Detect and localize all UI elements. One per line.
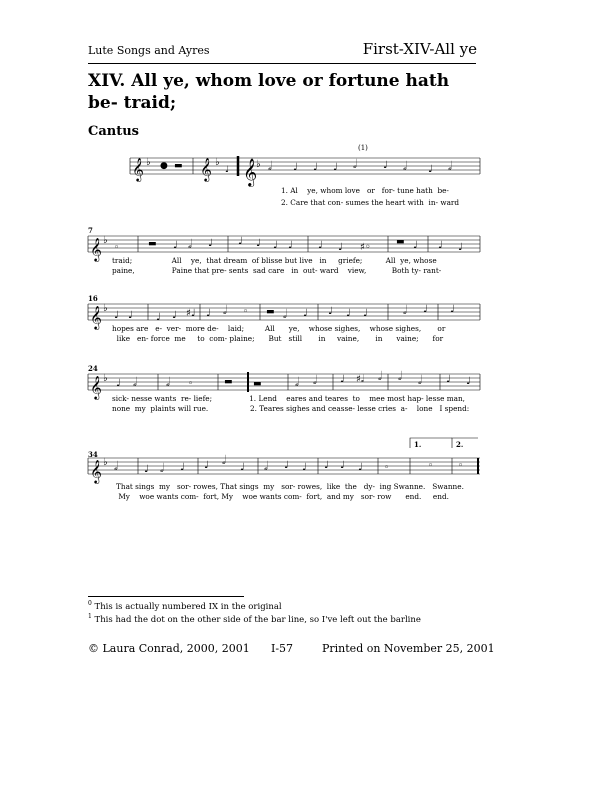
music-system-2 <box>88 226 480 282</box>
svg-text:♩: ♩ <box>446 374 451 385</box>
svg-text:𝅗𝅥: 𝅗𝅥 <box>160 461 164 475</box>
svg-text:♩: ♩ <box>438 240 443 251</box>
svg-text:𝅗𝅥: 𝅗𝅥 <box>295 375 299 389</box>
svg-text:𝄞: 𝄞 <box>132 157 144 181</box>
measure-number: 34 <box>88 450 98 459</box>
lyric-verse-2: none my plaints will rue. 2. Teares sighes and ceasse- lesse cries a- lone I spend: <box>112 404 470 413</box>
svg-text:♩: ♩ <box>338 242 343 253</box>
svg-text:♩: ♩ <box>256 238 261 249</box>
svg-text:♩: ♩ <box>413 240 418 251</box>
svg-text:♭: ♭ <box>103 457 108 468</box>
page-number: I-57 <box>271 642 294 655</box>
svg-text:𝅗𝅥: 𝅗𝅥 <box>264 459 268 473</box>
svg-text:♩: ♩ <box>225 165 230 175</box>
svg-text:♩: ♩ <box>114 310 119 321</box>
svg-text:♩: ♩ <box>144 464 149 475</box>
svg-text:◦: ◦ <box>458 461 464 471</box>
lyric-verse-1: hopes are e- ver- more de- laid; All ye, whose sighes, whose sighes, or <box>112 324 446 333</box>
header-rule <box>88 63 476 64</box>
music-system-3 <box>88 294 480 350</box>
music-system-1 <box>88 146 480 212</box>
svg-text:♩: ♩ <box>333 162 338 173</box>
lyric-verse-2: My woe wants com- fort, My woe wants com- fort, and my sor- row end. end. <box>116 492 449 501</box>
lyric-verse-1: 1. Al ye, whom love or for- tune hath be- <box>281 186 449 195</box>
svg-text:♩: ♩ <box>318 240 323 251</box>
svg-text:●: ● <box>160 161 168 171</box>
measure-number: 7 <box>88 226 93 235</box>
svg-text:♩: ♩ <box>303 308 308 319</box>
svg-text:𝄞: 𝄞 <box>90 459 102 483</box>
svg-text:♩: ♩ <box>428 164 433 175</box>
svg-text:♩: ♩ <box>116 378 121 389</box>
svg-text:♩: ♩ <box>302 462 307 473</box>
svg-text:♯♩: ♯♩ <box>186 308 196 319</box>
svg-text:𝅗𝅥: 𝅗𝅥 <box>283 307 287 321</box>
volta-1-label: 1. <box>414 440 422 449</box>
svg-text:♭: ♭ <box>103 373 108 384</box>
lyric-verse-2: like en- force me to com- plaine; But still in vaine, in vaine; for <box>112 334 444 343</box>
volta-2-label: 2. <box>456 440 464 449</box>
svg-text:𝅗𝅥: 𝅗𝅥 <box>378 369 382 383</box>
svg-text:♩: ♩ <box>458 242 463 253</box>
svg-text:♩: ♩ <box>284 460 289 471</box>
svg-text:♩: ♩ <box>313 162 318 173</box>
measure-number: 24 <box>88 364 98 373</box>
svg-text:♩: ♩ <box>423 304 428 315</box>
staff-notation <box>88 434 480 486</box>
svg-text:𝅗𝅥: 𝅗𝅥 <box>188 237 192 251</box>
svg-text:♭: ♭ <box>256 159 261 170</box>
measure-number: 16 <box>88 294 98 303</box>
svg-text:♩: ♩ <box>172 310 177 321</box>
svg-text:♩: ♩ <box>346 308 351 319</box>
svg-text:𝅗𝅥: 𝅗𝅥 <box>353 157 357 171</box>
print-date: Printed on November 25, 2001 <box>322 642 495 655</box>
svg-text:◦: ◦ <box>384 463 390 473</box>
lyric-verse-2: paine, Paine that pre- sents sad care in out- ward view, Both ty- rant- <box>112 266 442 275</box>
svg-text:♩: ♩ <box>128 310 133 321</box>
running-header-left: Lute Songs and Ayres <box>88 44 210 57</box>
svg-text:𝅗𝅥: 𝅗𝅥 <box>403 303 407 317</box>
svg-text:𝅗𝅥: 𝅗𝅥 <box>114 459 118 473</box>
svg-text:♩: ♩ <box>173 240 178 251</box>
copyright: © Laura Conrad, 2000, 2001 <box>88 642 250 655</box>
lyric-verse-1: traid; All ye, that dream of blisse but live in griefe; All ye, whose <box>112 256 437 265</box>
svg-text:♩: ♩ <box>450 304 455 315</box>
music-system-4 <box>88 364 480 420</box>
svg-text:▬: ▬ <box>266 307 275 317</box>
svg-text:♩: ♩ <box>240 462 245 473</box>
svg-text:▬: ▬ <box>174 161 183 171</box>
lyric-verse-1: sick- nesse wants re- liefe; 1. Lend eares and teares to mee most hap- lesse man, <box>112 394 465 403</box>
svg-text:𝅗𝅥: 𝅗𝅥 <box>133 375 137 389</box>
svg-text:𝄞: 𝄞 <box>90 305 102 329</box>
svg-text:𝅗𝅥: 𝅗𝅥 <box>403 159 407 173</box>
svg-text:𝅗𝅥: 𝅗𝅥 <box>222 453 226 467</box>
svg-text:♭: ♭ <box>146 157 151 168</box>
svg-text:♩: ♩ <box>204 460 209 471</box>
svg-text:♩: ♩ <box>238 236 243 247</box>
svg-text:♯◦: ♯◦ <box>360 242 371 253</box>
lyric-verse-1: That sings my sor- rowes, That sings my sor- rowes, like the dy- ing Swanne. Swanne. <box>116 482 464 491</box>
footnote-1: $^1$ This had the dot on the other side of the bar line, so I've left out the barline <box>88 613 421 625</box>
svg-text:𝅗𝅥: 𝅗𝅥 <box>448 159 452 173</box>
svg-text:𝅗𝅥: 𝅗𝅥 <box>313 373 317 387</box>
part-heading: Cantus <box>88 124 139 139</box>
svg-text:♩: ♩ <box>363 308 368 319</box>
svg-text:◦: ◦ <box>428 461 434 471</box>
svg-text:𝅗𝅥: 𝅗𝅥 <box>166 375 170 389</box>
svg-text:▬: ▬ <box>253 379 262 389</box>
svg-text:♩: ♩ <box>156 312 161 323</box>
svg-text:♭: ♭ <box>215 157 220 168</box>
svg-text:𝅗𝅥: 𝅗𝅥 <box>268 159 272 173</box>
svg-text:𝄞: 𝄞 <box>90 237 102 261</box>
svg-text:◦: ◦ <box>114 243 120 253</box>
lyric-verse-2: 2. Care that con- sumes the heart with in- ward <box>281 198 460 207</box>
svg-text:♩: ♩ <box>328 306 333 317</box>
svg-text:𝄞: 𝄞 <box>200 157 212 181</box>
svg-text:♩: ♩ <box>324 460 329 471</box>
svg-text:▬: ▬ <box>148 239 157 249</box>
svg-text:◦: ◦ <box>243 307 249 317</box>
footnote-0: $^0$ This is actually numbered IX in the original <box>88 600 282 612</box>
svg-text:♩: ♩ <box>293 162 298 173</box>
svg-text:𝅗𝅥: 𝅗𝅥 <box>223 303 227 317</box>
svg-text:▬: ▬ <box>224 377 233 387</box>
svg-text:♩: ♩ <box>383 160 388 171</box>
running-header-right: First-XIV-All ye <box>362 40 477 58</box>
footnote-rule <box>88 596 244 597</box>
svg-text:𝅗𝅥: 𝅗𝅥 <box>418 373 422 387</box>
svg-text:♩: ♩ <box>288 240 293 251</box>
svg-text:♩: ♩ <box>358 462 363 473</box>
svg-text:♩: ♩ <box>466 376 471 387</box>
svg-text:♩: ♩ <box>180 462 185 473</box>
music-system-5 <box>88 434 480 506</box>
svg-text:♭: ♭ <box>103 303 108 314</box>
svg-text:♩: ♩ <box>206 308 211 319</box>
svg-text:♭: ♭ <box>103 235 108 246</box>
svg-text:♯𝅗𝅥: ♯𝅗𝅥 <box>356 374 365 385</box>
svg-text:♩: ♩ <box>340 460 345 471</box>
svg-text:♩: ♩ <box>208 238 213 249</box>
footnote-marker: (1) <box>358 144 368 152</box>
svg-text:◦: ◦ <box>188 379 194 389</box>
svg-text:♩: ♩ <box>340 374 345 385</box>
song-title: XIV. All ye, whom love or fortune hath be- traid; <box>88 71 450 113</box>
svg-text:𝄞: 𝄞 <box>243 158 258 186</box>
svg-text:♩: ♩ <box>273 240 278 251</box>
svg-text:𝅗𝅥: 𝅗𝅥 <box>398 369 402 383</box>
svg-text:▬: ▬ <box>396 237 405 247</box>
svg-text:𝄞: 𝄞 <box>90 375 102 399</box>
